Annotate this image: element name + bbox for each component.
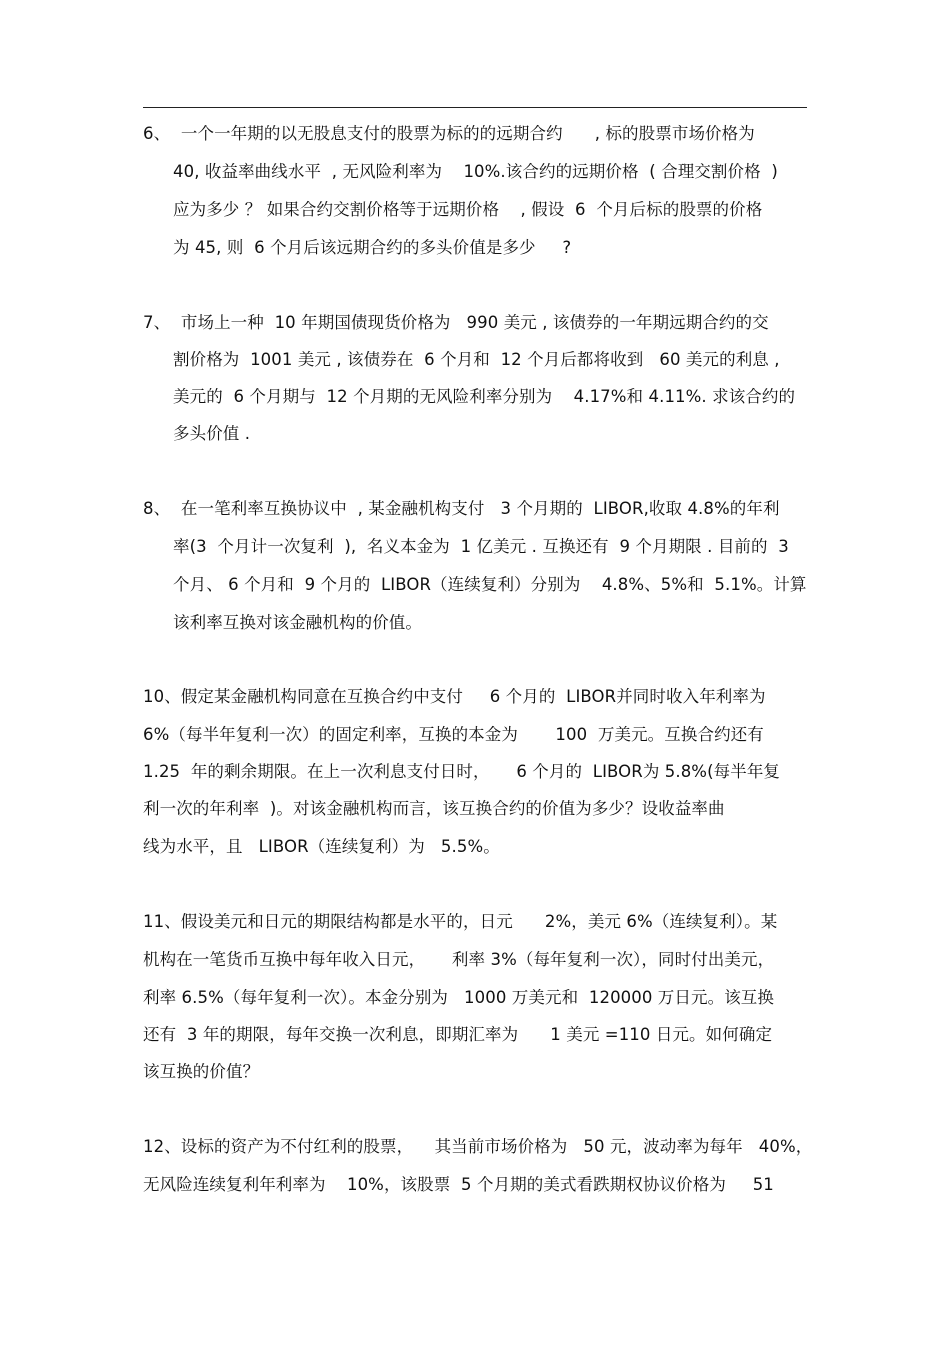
- question-11-line-1: 11、假设美元和日元的期限结构都是水平的，日元 2%，美元 6%（连续复利）。某: [143, 912, 778, 931]
- question-8-line-3: 个月、 6 个月和 9 个月的 LIBOR（连续复利）分别为 4.8%、5%和 5.1%。计算: [173, 575, 807, 594]
- question-10-line-3: 1.25 年的剩余期限。在上一次利息支付日时， 6 个月的 LIBOR为 5.8%(每半年复: [143, 762, 781, 781]
- question-11-line-5: 该互换的价值？: [143, 1062, 260, 1081]
- question-10-line-4: 利一次的年利率 )。对该金融机构而言，该互换合约的价值为多少？设收益率曲: [143, 799, 725, 818]
- question-6-line-1: 6、 一个一年期的以无股息支付的股票为标的的远期合约 , 标的股票市场价格为: [143, 124, 755, 143]
- question-12-line-1: 12、设标的资产为不付红利的股票， 其当前市场价格为 50 元，波动率为每年 40%，: [143, 1137, 813, 1156]
- question-12-line-2: 无风险连续复利年利率为 10%，该股票 5 个月期的美式看跌期权协议价格为 51: [143, 1175, 774, 1194]
- question-11-line-3: 利率 6.5%（每年复利一次）。本金分别为 1000 万美元和 120000 万日元。该互换: [143, 988, 775, 1007]
- question-8-line-4: 该利率互换对该金融机构的价值。: [173, 613, 422, 632]
- question-7-line-2: 割价格为 1001 美元 , 该债券在 6 个月和 12 个月后都将收到 60 美元的利息 ,: [173, 350, 780, 369]
- question-7-line-1: 7、 市场上一种 10 年期国债现货价格为 990 美元 , 该债券的一年期远期合约的交: [143, 313, 769, 332]
- question-11-line-2: 机构在一笔货币互换中每年收入日元， 利率 3%（每年复利一次），同时付出美元，: [143, 950, 775, 969]
- question-10-line-2: 6%（每半年复利一次）的固定利率，互换的本金为 100 万美元。互换合约还有: [143, 725, 764, 744]
- question-8-line-2: 率(3 个月计一次复利 ), 名义本金为 1 亿美元 . 互换还有 9 个月期限 . 目前的 3: [173, 537, 789, 556]
- question-7-line-3: 美元的 6 个月期与 12 个月期的无风险利率分别为 4.17%和 4.11%. 求该合约的: [173, 387, 796, 406]
- question-7-line-4: 多头价值 .: [173, 424, 251, 443]
- question-10-line-1: 10、假定某金融机构同意在互换合约中支付 6 个月的 LIBOR并同时收入年利率为: [143, 687, 766, 706]
- header-rule: [143, 107, 807, 108]
- question-6-line-2: 40, 收益率曲线水平 , 无风险利率为 10%.该合约的远期价格 ( 合理交割价格 ): [173, 162, 778, 181]
- question-6-line-3: 应为多少 ？ 如果合约交割价格等于远期价格 , 假设 6 个月后标的股票的价格: [173, 200, 763, 219]
- question-10-line-5: 线为水平，且 LIBOR（连续复利）为 5.5%。: [143, 837, 500, 856]
- question-6-line-4: 为 45, 则 6 个月后该远期合约的多头价值是多少 ?: [173, 238, 572, 257]
- question-8-line-1: 8、 在一笔利率互换协议中 , 某金融机构支付 3 个月期的 LIBOR,收取 4.8%的年利: [143, 499, 780, 518]
- question-11-line-4: 还有 3 年的期限，每年交换一次利息，即期汇率为 1 美元 =110 日元。如何确定: [143, 1025, 773, 1044]
